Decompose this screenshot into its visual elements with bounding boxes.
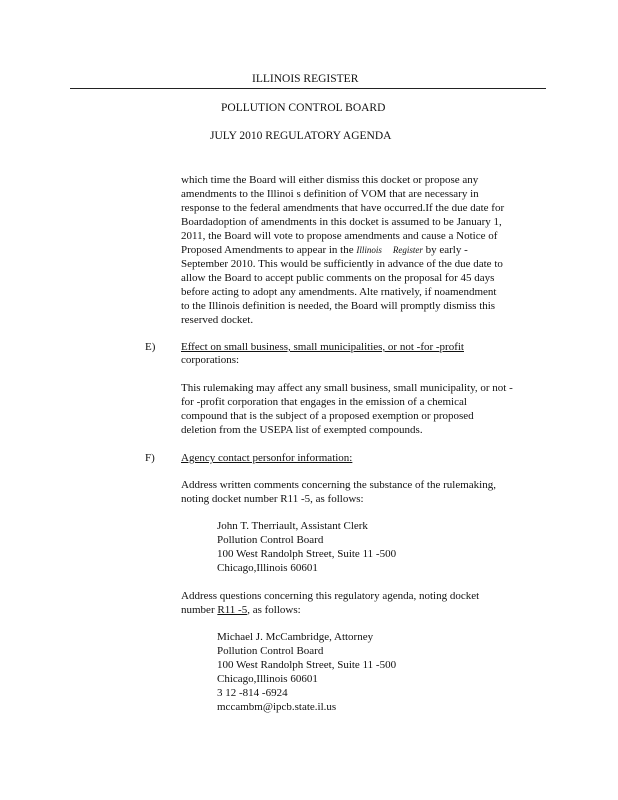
paragraph-line: September 2010. This would be sufficiently in advance of the due date to (181, 258, 503, 270)
address-line: Chicago,Illinois 60601 (217, 562, 318, 574)
paragraph-line: 2011, the Board will vote to propose amendments and cause a Notice of (181, 230, 498, 242)
paragraph-line: noting docket number R11 -5, as follows: (181, 493, 364, 505)
email-address: mccambm@ipcb.state.il.us (217, 701, 337, 713)
address-line: 100 West Randolph Street, Suite 11 -500 (217, 659, 397, 671)
address-line: 100 West Randolph Street, Suite 11 -500 (217, 548, 397, 560)
paragraph-line (181, 603, 541, 617)
address-line: John T. Therriault, Assistant Clerk (217, 520, 368, 532)
line-text: Proposed Amendments to appear in the (181, 244, 357, 256)
section-e-label: E) (145, 341, 156, 353)
board-title: POLLUTION CONTROL BOARD (221, 102, 386, 114)
address-line: Pollution Control Board (217, 645, 324, 657)
section-e-heading-cont: corporations: (181, 354, 240, 366)
paragraph-line: which time the Board will either dismiss this docket or propose any (181, 174, 479, 186)
paragraph-line: reserved docket. (181, 314, 254, 326)
header-divider (70, 88, 546, 89)
paragraph-line: deletion from the USEPA list of exempted compounds. (181, 424, 423, 436)
paragraph-line: Boardadoption of amendments in this docket is assumed to be January 1, (181, 216, 502, 228)
clerk-address-block (217, 519, 396, 575)
agenda-title: JULY 2010 REGULATORY AGENDA (210, 130, 392, 142)
section-e-body (181, 381, 541, 437)
paragraph-line: allow the Board to accept public comments on the proposal for 45 days (181, 272, 495, 284)
address-line: Michael J. McCambridge, Attorney (217, 631, 374, 643)
register-title: ILLINOIS REGISTER (252, 73, 359, 85)
attorney-address-block (217, 630, 396, 714)
line-tail: by early - (422, 244, 468, 256)
phone-number: 3 12 -814 -6924 (217, 687, 288, 699)
italic-register: Register (392, 245, 423, 255)
paragraph-line: Address questions concerning this regulatory agenda, noting docket (181, 590, 480, 602)
address-line: Chicago,Illinois 60601 (217, 673, 318, 685)
paragraph-line: to the Illinois definition is needed, the Board will promptly dismiss this (181, 300, 496, 312)
section-f-heading: Agency contact personfor information: (181, 452, 353, 464)
section-f-para1 (181, 478, 541, 506)
section-e-heading: Effect on small business, small municipalities, or not -for -profit (181, 341, 464, 353)
paragraph-line: Address written comments concerning the substance of the rulemaking, (181, 479, 496, 491)
line-prefix: number (181, 604, 218, 616)
address-line: Pollution Control Board (217, 534, 324, 546)
paragraph-line: response to the federal amendments that have occurred.If the due date for (181, 202, 505, 214)
paragraph-line: This rulemaking may affect any small business, small municipality, or not - (181, 382, 513, 394)
section-f-label: F) (145, 452, 155, 464)
paragraph-line: for -profit corporation that engages in the emission of a chemical (181, 396, 467, 408)
line-suffix: , as follows: (247, 604, 301, 616)
italic-illinois: Illinois (356, 245, 382, 255)
intro-paragraph (181, 173, 541, 327)
paragraph-line (181, 243, 541, 257)
section-f-para2 (181, 589, 541, 617)
docket-number: R11 -5 (217, 604, 248, 616)
paragraph-line: amendments to the Illinoi s definition of VOM that are necessary in (181, 188, 479, 200)
paragraph-line: compound that is the subject of a proposed exemption or proposed (181, 410, 474, 422)
paragraph-line: before acting to adopt any amendments. Alte rnatively, if noamendment (181, 286, 497, 298)
